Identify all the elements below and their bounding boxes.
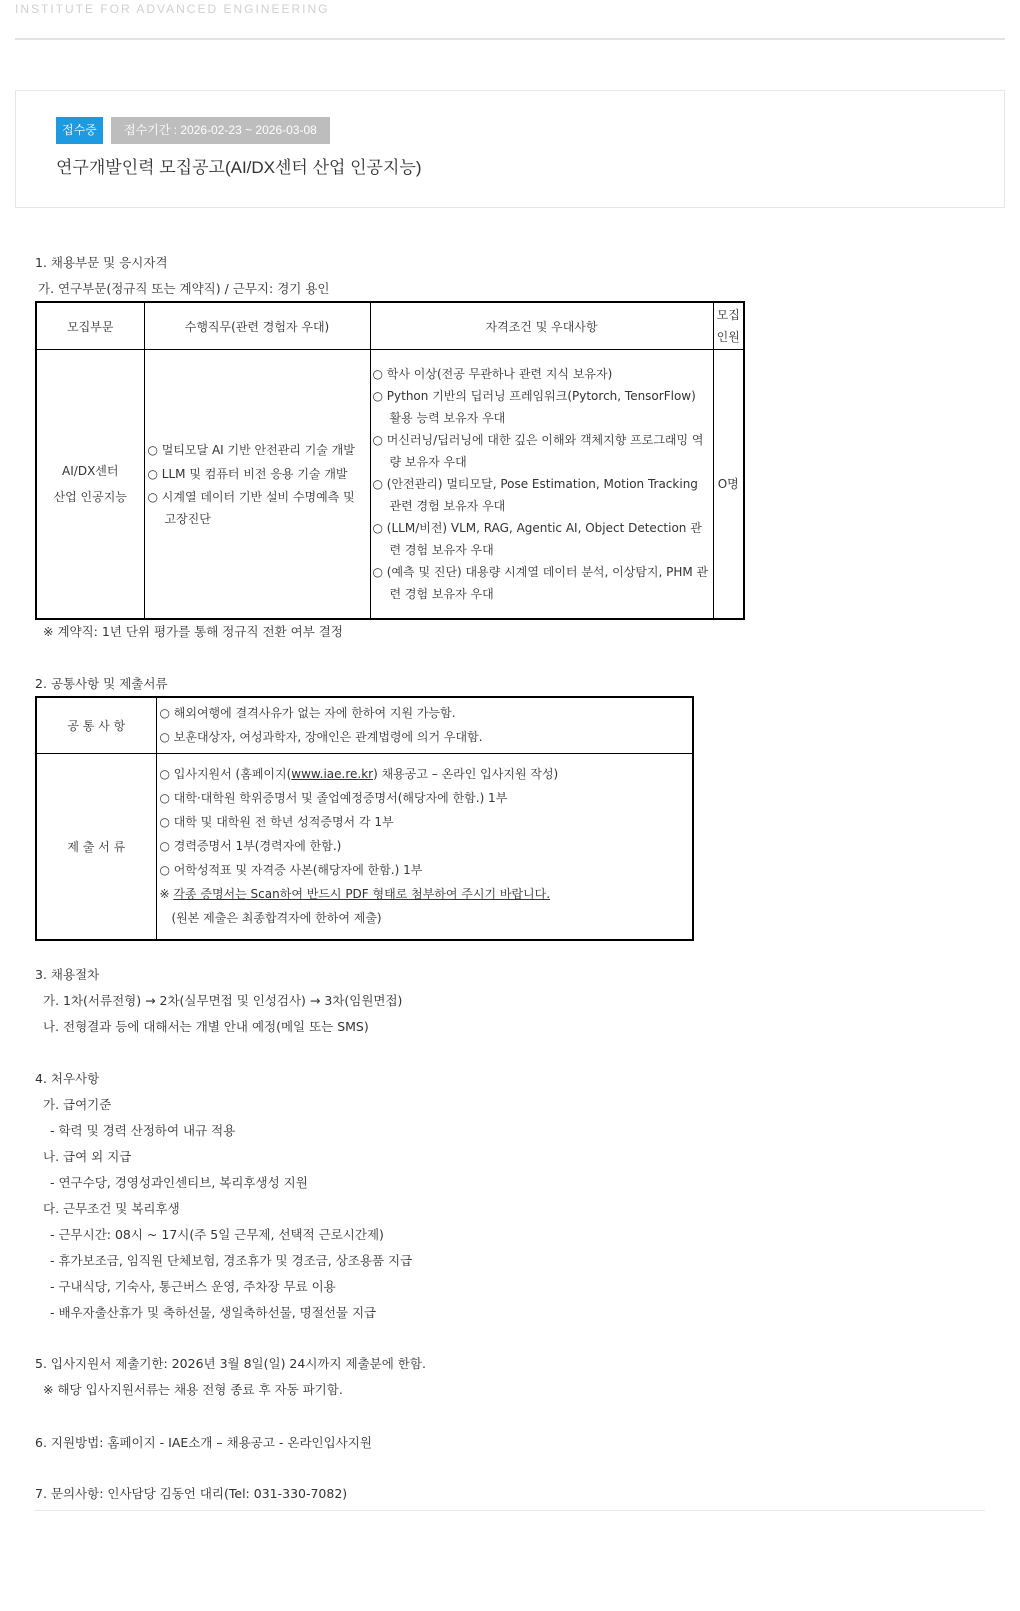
period-badge: 접수기간 : 2026-02-23 ~ 2026-03-08	[111, 117, 330, 144]
dept-line1: AI/DX센터	[62, 463, 119, 478]
doc-item-application	[160, 762, 692, 786]
doc-note	[160, 882, 692, 906]
doc-note2: (원본 제출은 최종합격자에 한하여 제출)	[171, 911, 382, 926]
s1-subheading: 가. 연구부문(정규직 또는 계약직) / 근무지: 경기 용인	[38, 281, 330, 296]
s4-line: 다. 근무조건 및 복리후생	[43, 1201, 180, 1216]
qual-item: ○ (LLM/비전) VLM, RAG, Agentic AI, Object Detection 관련 경험 보유자 우대	[372, 520, 702, 557]
s2-heading: 2. 공통사항 및 제출서류	[35, 676, 168, 691]
recruit-table	[35, 301, 745, 620]
s4-line: - 휴가보조금, 임직원 단체보험, 경조휴가 및 경조금, 상조용품 지급	[50, 1253, 413, 1268]
duty-item: ○ 멀티모달 AI 기반 안전관리 기술 개발	[147, 442, 355, 457]
common-item: ○ 해외여행에 결격사유가 없는 자에 한하여 지원 가능함.	[159, 706, 456, 721]
doc-item: ○ 대학 및 대학원 전 학년 성적증명서 각 1부	[159, 815, 394, 830]
doc-item: ○ 어학성적표 및 자격증 사본(해당자에 한함.) 1부	[159, 863, 423, 878]
common-item: ○ 보훈대상자, 여성과학자, 장애인은 관계법령에 의거 우대함.	[159, 730, 483, 745]
s3-item: 가. 1차(서류전형) → 2차(실무면접 및 인성검사) → 3차(임원면접)	[43, 993, 403, 1008]
s4-line: 나. 급여 외 지급	[43, 1149, 132, 1164]
bottom-divider	[35, 1510, 985, 1511]
notice-title: 연구개발인력 모집공고(AI/DX센터 산업 인공지능)	[56, 158, 422, 177]
recruit-table-row	[36, 350, 744, 619]
docs-row	[36, 753, 693, 940]
dept-line2: 산업 인공지능	[53, 489, 127, 504]
brand-logo-text[interactable]: INSTITUTE FOR ADVANCED ENGINEERING	[15, 2, 330, 16]
s5-heading: 5. 입사지원서 제출기한: 2026년 3월 8일(일) 24시까지 제출분에 한함.	[35, 1356, 426, 1371]
s4-line: - 구내식당, 기숙사, 통근버스 운영, 주차장 무료 이용	[50, 1279, 336, 1294]
s4-heading: 4. 처우사항	[35, 1071, 100, 1086]
duties-cell	[144, 350, 370, 619]
duty-item: ○ 시계열 데이터 기반 설비 수명예측 및 고장진단	[147, 489, 355, 526]
site-header	[15, 0, 1005, 40]
docs-label: 제 출 서 류	[36, 753, 156, 940]
common-docs-table	[35, 696, 694, 941]
count-cell: O명	[713, 350, 744, 619]
qual-item: ○ 학사 이상(전공 무관하나 관련 지식 보유자)	[372, 366, 613, 381]
status-badge: 접수중	[56, 117, 103, 144]
common-cell	[156, 697, 693, 753]
doc-item-post: ) 채용공고 – 온라인 입사지원 작성)	[373, 767, 559, 782]
doc-item: ○ 대학·대학원 학위증명서 및 졸업예정증명서(해당자에 한함.) 1부	[159, 791, 508, 806]
doc-note-text: 각종 증명서는 Scan하여 반드시 PDF 형태로 첨부하여 주시기 바랍니다.	[173, 887, 551, 902]
s4-line: 가. 급여기준	[43, 1097, 112, 1112]
doc-item: ○ 경력증명서 1부(경력자에 한함.)	[159, 839, 342, 854]
doc-item-pre: ○ 입사지원서 (홈페이지(	[159, 767, 292, 782]
header-count-line2: 인원	[716, 330, 740, 344]
s4-line: - 연구수당, 경영성과인센티브, 복리후생성 지원	[50, 1175, 308, 1190]
s4-line: - 근무시간: 08시 ~ 17시(주 5일 근무제, 선택적 근로시간제)	[50, 1227, 384, 1242]
notice-summary-box	[15, 90, 1005, 208]
doc-note-mark: ※	[159, 887, 174, 902]
docs-cell	[156, 753, 693, 940]
qual-item: ○ 머신러닝/딥러닝에 대한 깊은 이해와 객체지향 프로그래밍 역량 보유자 우대	[372, 432, 704, 469]
homepage-link[interactable]: www.iae.re.kr	[291, 767, 374, 782]
s3-item: 나. 전형결과 등에 대해서는 개별 안내 예정(메일 또는 SMS)	[43, 1019, 369, 1034]
common-row	[36, 697, 693, 753]
header-duty: 수행직무(관련 경험자 우대)	[144, 302, 370, 350]
header-dept: 모집부문	[36, 302, 144, 350]
qual-item: ○ (예측 및 진단) 대용량 시계열 데이터 분석, 이상탐지, PHM 관련 경험 보유자 우대	[372, 564, 709, 601]
duty-item: ○ LLM 및 컴퓨터 비전 응용 기술 개발	[147, 466, 348, 481]
recruit-table-header-row	[36, 302, 744, 350]
s1-heading: 1. 채용부문 및 응시자격	[35, 255, 168, 270]
header-count-line1: 모집	[716, 308, 740, 322]
s4-line: - 배우자출산휴가 및 축하선물, 생일축하선물, 명절선물 지급	[50, 1305, 377, 1320]
header-qual: 자격조건 및 우대사항	[370, 302, 713, 350]
qual-item: ○ Python 기반의 딥러닝 프레임워크(Pytorch, TensorFlow) 활용 능력 보유자 우대	[372, 388, 696, 425]
common-label: 공 통 사 항	[36, 697, 156, 753]
header-count	[713, 302, 744, 350]
dept-cell	[36, 350, 144, 619]
s4-line: - 학력 및 경력 산정하여 내규 적용	[50, 1123, 236, 1138]
s6-heading: 6. 지원방법: 홈페이지 - IAE소개 – 채용공고 - 온라인입사지원	[35, 1435, 372, 1450]
qual-item: ○ (안전관리) 멀티모달, Pose Estimation, Motion Tracking 관련 경험 보유자 우대	[372, 476, 698, 513]
s3-heading: 3. 채용절차	[35, 967, 100, 982]
s7-heading: 7. 문의사항: 인사담당 김동언 대리(Tel: 031-330-7082)	[35, 1486, 348, 1501]
s5-note: ※ 해당 입사지원서류는 채용 전형 종료 후 자동 파기함.	[43, 1382, 343, 1397]
s1-note: ※ 계약직: 1년 단위 평가를 통해 정규직 전환 여부 결정	[43, 624, 343, 639]
quals-cell	[370, 350, 713, 619]
